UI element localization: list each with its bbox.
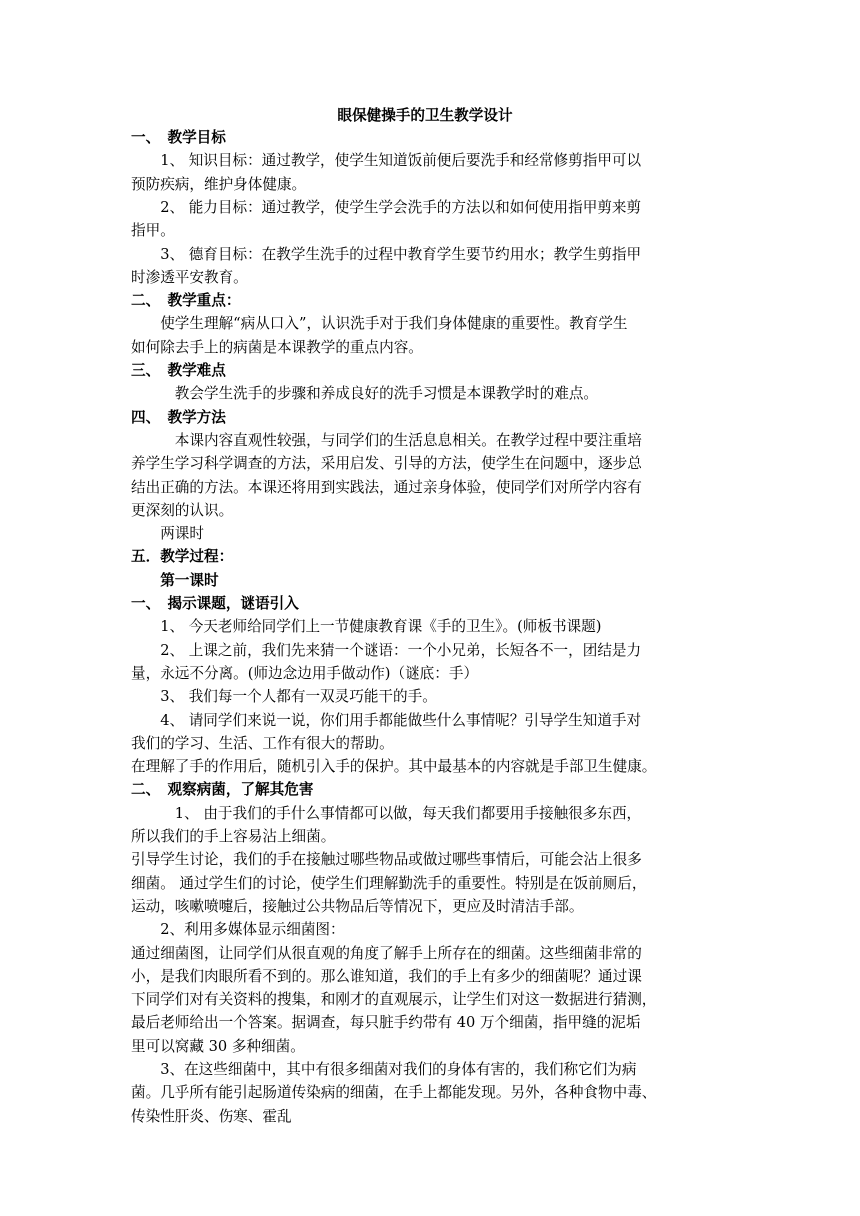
section-heading: 一、 揭示课题，谜语引入 (131, 595, 299, 612)
document-title: 眼保健操手的卫生教学设计 (337, 107, 513, 124)
paragraph-line: 更深刻的认识。 (131, 501, 234, 519)
paragraph-line: 在理解了手的作用后，随机引入手的保护。其中最基本的内容就是手部卫生健康。 (131, 758, 657, 776)
paragraph-line: 3、 德育目标：在教学生洗手的过程中教育学生要节约用水；教学生剪指甲 (160, 245, 642, 263)
paragraph-line: 1、 由于我们的手什么事情都可以做，每天我们都要用手接触很多东西， (174, 804, 642, 822)
section-heading: 四、 教学方法 (131, 408, 226, 426)
paragraph-line: 养学生学习科学调查的方法，采用启发、引导的方法，使学生在问题中，逐步总 (131, 455, 642, 473)
paragraph-line: 2、 能力目标：通过教学，使学生学会洗手的方法以和如何使用指甲剪来剪 (160, 198, 642, 216)
paragraph-line: 下同学们对有关资料的搜集，和刚才的直观展示，让学生们对这一数据进行猜测， (131, 991, 657, 1009)
paragraph-line: 最后老师给出一个答案。据调查，每只脏手约带有 40 万个细菌，指甲缝的泥垢 (131, 1014, 641, 1032)
paragraph-line: 4、 请同学们来说一说，你们用手都能做些什么事情呢？引导学生知道手对 (160, 711, 642, 729)
paragraph-line: 本课内容直观性较强，与同学们的生活息息相关。在教学过程中要注重培 (174, 431, 642, 449)
section-heading: 二、 教学重点： (131, 292, 241, 310)
paragraph-line: 1、 知识目标：通过教学，使学生知道饭前便后要洗手和经常修剪指甲可以 (160, 152, 642, 170)
paragraph-line: 所以我们的手上容易沾上细菌。 (131, 828, 336, 845)
section-heading: 第一课时 (160, 571, 219, 589)
paragraph-line: 使学生理解“病从口入”，认识洗手对于我们身体健康的重要性。教育学生 (160, 315, 628, 333)
paragraph-line: 结出正确的方法。本课还将用到实践法，通过亲身体验，使同学们对所学内容有 (131, 478, 642, 496)
paragraph-line: 细菌。 通过学生们的讨论，使学生们理解勤洗手的重要性。特别是在饭前厕后， (131, 874, 647, 892)
paragraph-line: 1、 今天老师给同学们上一节健康教育课《手的卫生》。(师板书课题) (160, 618, 602, 636)
section-heading: 三、 教学难点 (131, 362, 226, 379)
paragraph-line: 预防疾病，维护身体健康。 (131, 175, 307, 193)
paragraph-line: 3、在这些细菌中，其中有很多细菌对我们的身体有害的，我们称它们为病 (160, 1061, 637, 1078)
paragraph-line: 2、 上课之前，我们先来猜一个谜语：一个小兄弟，长短各不一，团结是力 (160, 641, 642, 659)
paragraph-line: 2、利用多媒体显示细菌图： (160, 921, 345, 939)
section-heading: 一、 教学目标 (131, 129, 226, 146)
paragraph-line: 量，永远不分离。(师边念边用手做动作)（谜底：手） (131, 664, 479, 682)
paragraph-line: 两课时 (160, 525, 204, 543)
paragraph-line: 运动，咳嗽喷嚏后，接触过公共物品后等情况下，更应及时清洁手部。 (131, 897, 584, 915)
paragraph-line: 指甲。 (131, 222, 175, 240)
section-heading: 二、 观察病菌，了解其危害 (131, 781, 314, 799)
paragraph-line: 通过细菌图，让同学们从很直观的角度了解手上所存在的细菌。这些细菌非常的 (131, 944, 642, 962)
paragraph-line: 3、 我们每一个人都有一双灵巧能干的手。 (160, 688, 437, 706)
paragraph-line: 我们的学习、生活、工作有很大的帮助。 (131, 734, 394, 752)
paragraph-line: 教会学生洗手的步骤和养成良好的洗手习惯是本课教学时的难点。 (174, 385, 599, 403)
section-heading: 五．教学过程： (131, 548, 234, 566)
paragraph-line: 传染性肝炎、伤寒、霍乱 (131, 1107, 292, 1125)
paragraph-line: 引导学生讨论，我们的手在接触过哪些物品或做过哪些事情后，可能会沾上很多 (131, 851, 642, 869)
paragraph-line: 小，是我们肉眼所看不到的。那么谁知道，我们的手上有多少的细菌呢？通过课 (131, 967, 642, 985)
paragraph-line: 里可以窝藏 30 多种细菌。 (131, 1037, 305, 1055)
paragraph-line: 菌。几乎所有能引起肠道传染病的细菌，在手上都能发现。另外，各种食物中毒、 (131, 1084, 657, 1102)
paragraph-line: 时渗透平安教育。 (131, 268, 248, 286)
paragraph-line: 如何除去手上的病菌是本课教学的重点内容。 (131, 338, 423, 356)
